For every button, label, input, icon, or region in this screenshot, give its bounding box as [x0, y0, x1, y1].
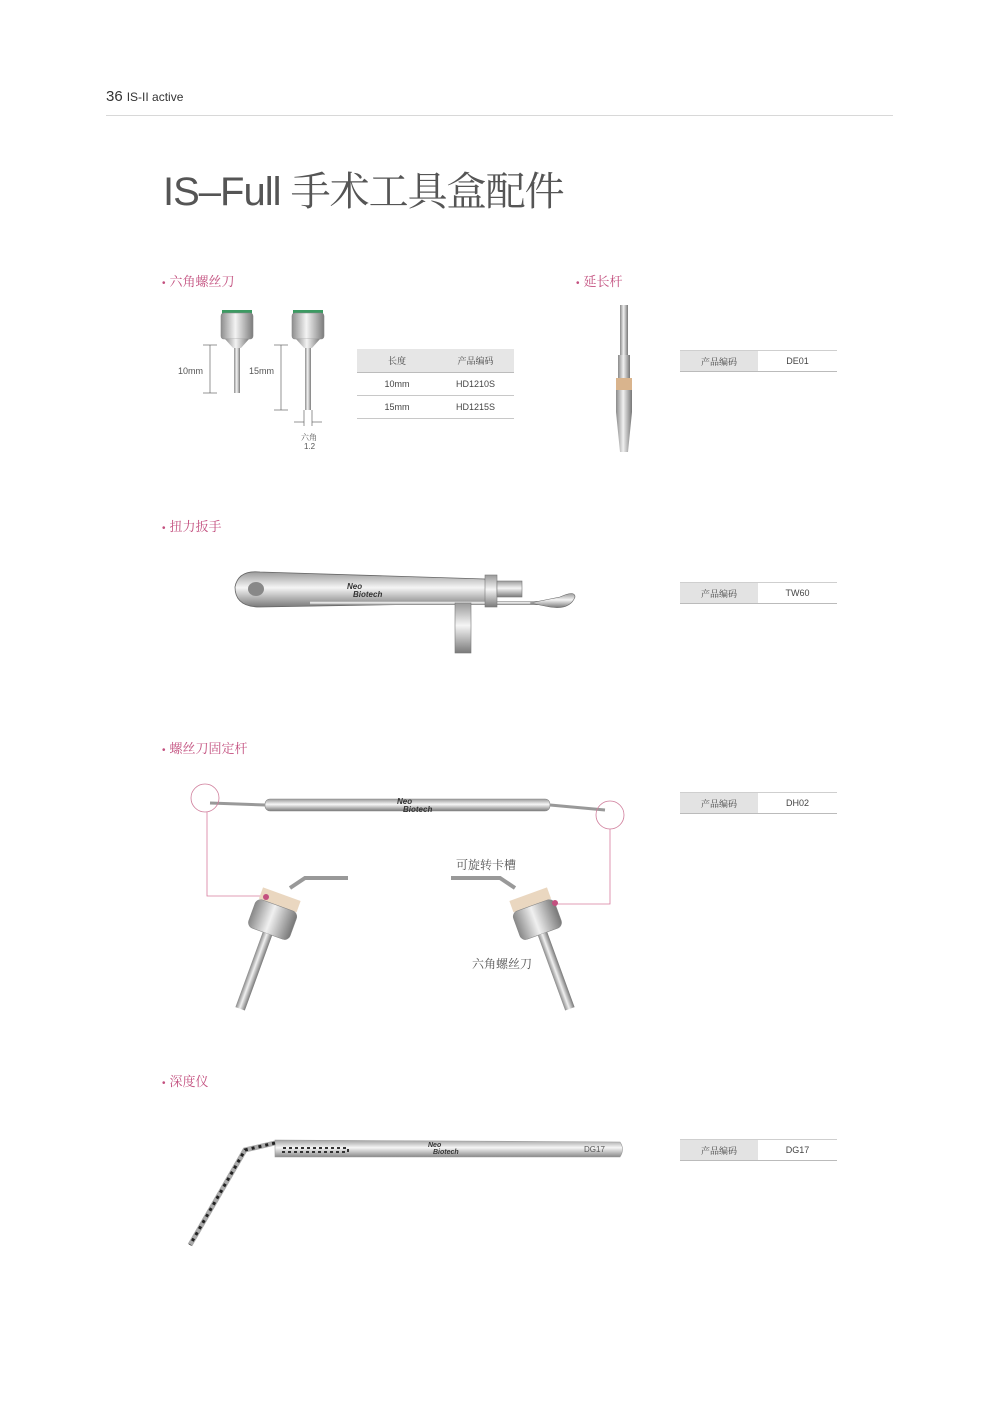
page-title: IS–Full 手术工具盒配件 [163, 170, 564, 214]
code-value: TW60 [758, 582, 837, 603]
engraved-model: DG17 [584, 1145, 605, 1154]
hex-size: 1.2 [304, 442, 316, 451]
note-rotatable-slot: 可旋转卡槽 [456, 858, 517, 872]
page-number: 36 [106, 88, 123, 105]
code-label: 产品编码 [680, 350, 758, 371]
hex-label: 六角 [301, 433, 317, 442]
depth-gauge-illustration [185, 1135, 630, 1250]
dim-label-15mm: 15mm [249, 366, 275, 376]
code-label: 产品编码 [680, 1139, 758, 1160]
table-cell: 15mm [357, 396, 437, 419]
extension-bar-illustration [606, 300, 646, 460]
code-value: DE01 [758, 350, 837, 371]
code-value: DH02 [758, 792, 837, 813]
section-heading-holder: • 螺丝刀固定杆 [162, 741, 248, 756]
extension-code-box [680, 350, 837, 372]
section-heading-torque-wrench: • 扭力扳手 [162, 519, 222, 534]
code-value: DG17 [758, 1139, 837, 1160]
table-cell: HD1210S [437, 373, 514, 396]
section-heading-hex-driver: • 六角螺丝刀 [162, 274, 235, 289]
code-label: 产品编码 [680, 792, 758, 813]
table-cell: 10mm [357, 373, 437, 396]
header-divider [106, 115, 893, 116]
bullet-icon: • [162, 745, 166, 756]
page-header [106, 88, 183, 105]
torque-wrench-illustration [230, 565, 580, 665]
holder-code-box [680, 792, 837, 814]
dim-label-10mm: 10mm [178, 366, 204, 376]
bullet-icon: • [576, 278, 580, 289]
depth-gauge-code-box [680, 1139, 837, 1161]
note-hex-driver: 六角螺丝刀 [472, 957, 533, 971]
bullet-icon: • [162, 523, 166, 534]
section-heading-depth-gauge: • 深度仪 [162, 1074, 209, 1089]
brand-logo: Neo Biotech [397, 797, 433, 814]
brand-logo: Neo Biotech [428, 1142, 459, 1156]
brand-logo: Neo Biotech [347, 582, 383, 599]
torque-wrench-code-box [680, 582, 837, 604]
bullet-icon: • [162, 278, 166, 289]
section-heading-extension: • 延长杆 [576, 274, 623, 289]
table-row [357, 396, 514, 419]
table-row [357, 373, 514, 396]
table-cell: HD1215S [437, 396, 514, 419]
table-header-length: 长度 [357, 349, 437, 373]
holder-illustration [185, 778, 645, 1028]
bullet-icon: • [162, 1078, 166, 1089]
brand-name: IS-II active [126, 90, 184, 104]
table-header-code: 产品编码 [437, 349, 514, 373]
hex-driver-spec-table [357, 349, 514, 419]
code-label: 产品编码 [680, 582, 758, 603]
